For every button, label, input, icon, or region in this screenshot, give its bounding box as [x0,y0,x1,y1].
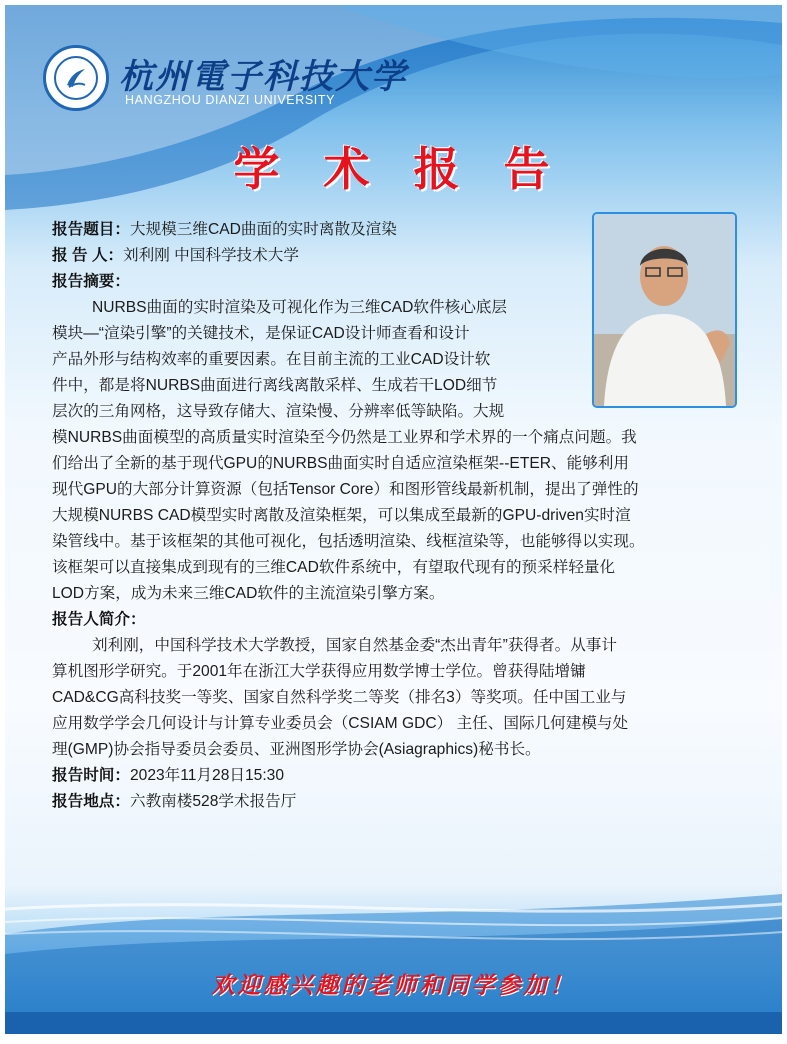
time-value: 2023年11月28日15:30 [129,767,285,784]
bio-text [52,633,744,763]
topic-row [52,217,744,243]
time-label: 报告时间： [52,767,130,784]
place-value: 六教南楼528学术报告厅 [129,793,297,810]
bottom-wave-decoration [5,894,782,1034]
abstract-line: 染管线中。基于该框架的其他可视化，包括透明渲染、线框渲染等，也能够得以实现。 [52,533,645,550]
report-content [52,217,744,815]
abstract-label: 报告摘要： [52,273,130,290]
abstract-line: 件中，都是将NURBS曲面进行离线离散采样、生成若干LOD细节 [52,377,498,394]
place-row [52,789,744,815]
place-label: 报告地点： [52,793,130,810]
time-row [52,763,744,789]
speaker-row [52,243,744,269]
poster [5,5,782,1034]
abstract-line: 模块—“渲染引擎”的关键技术，是保证CAD设计师查看和设计 [52,325,470,342]
speaker-value: 刘利刚 中国科学技术大学 [123,247,299,264]
bio-line: CAD&CG高科技奖一等奖、国家自然科学奖二等奖（排名3）等奖项。任中国工业与 [52,689,627,706]
abstract-heading [52,269,744,295]
abstract-line: LOD方案，成为未来三维CAD软件的主流渲染引擎方案。 [52,585,445,602]
abstract-line: 产品外形与结构效率的重要因素。在目前主流的工业CAD设计软 [52,351,491,368]
abstract-line: 模NURBS曲面模型的高质量实时渲染至今仍然是工业界和学术界的一个痛点问题。我 [52,429,637,446]
bio-line: 刘利刚，中国科学技术大学教授，国家自然基金委“杰出青年”获得者。从事计 [92,637,617,654]
poster-title: 学术报告 [233,142,594,196]
abstract-line: NURBS曲面的实时渲染及可视化作为三维CAD软件核心底层 [92,299,507,316]
invitation-text: 欢迎感兴趣的老师和同学参加！ [211,972,576,999]
university-name-en: HANGZHOU DIANZI UNIVERSITY [125,93,336,107]
topic-label: 报告题目： [52,221,130,238]
abstract-line: 现代GPU的大部分计算资源（包括Tensor Core）和图形管线最新机制，提出了弹性的 [52,481,639,498]
abstract-text [52,295,744,607]
abstract-line: 大规模NURBS CAD模型实时离散及渲染框架，可以集成至最新的GPU-driven实时渲 [52,507,631,524]
abstract-line: 该框架可以直接集成到现有的三维CAD软件系统中，有望取代现有的预采样轻量化 [52,559,616,576]
bio-label: 报告人简介： [52,611,146,628]
university-name-cn: 杭州電子科技大学 [119,57,407,97]
topic-value: 大规模三维CAD曲面的实时离散及渲染 [129,221,397,238]
bio-line: 理(GMP)协会指导委员会委员、亚洲图形学协会(Asiagraphics)秘书长。 [52,741,541,758]
bio-line: 算机图形学研究。于2001年在浙江大学获得应用数学博士学位。曾获得陆增镛 [52,663,586,680]
bio-heading [52,607,744,633]
abstract-line: 层次的三角网格，这导致存储大、渲染慢、分辨率低等缺陷。大规 [52,403,505,420]
abstract-line: 们给出了全新的基于现代GPU的NURBS曲面实时自适应渲染框架--ETER、能够利用 [52,455,629,472]
logo-emblem-icon [63,65,89,91]
bio-line: 应用数学学会几何设计与计算专业委员会（CSIAM GDC） 主任、国际几何建模与处 [52,715,629,732]
university-logo [43,45,109,111]
speaker-label: 报 告 人： [52,247,124,264]
